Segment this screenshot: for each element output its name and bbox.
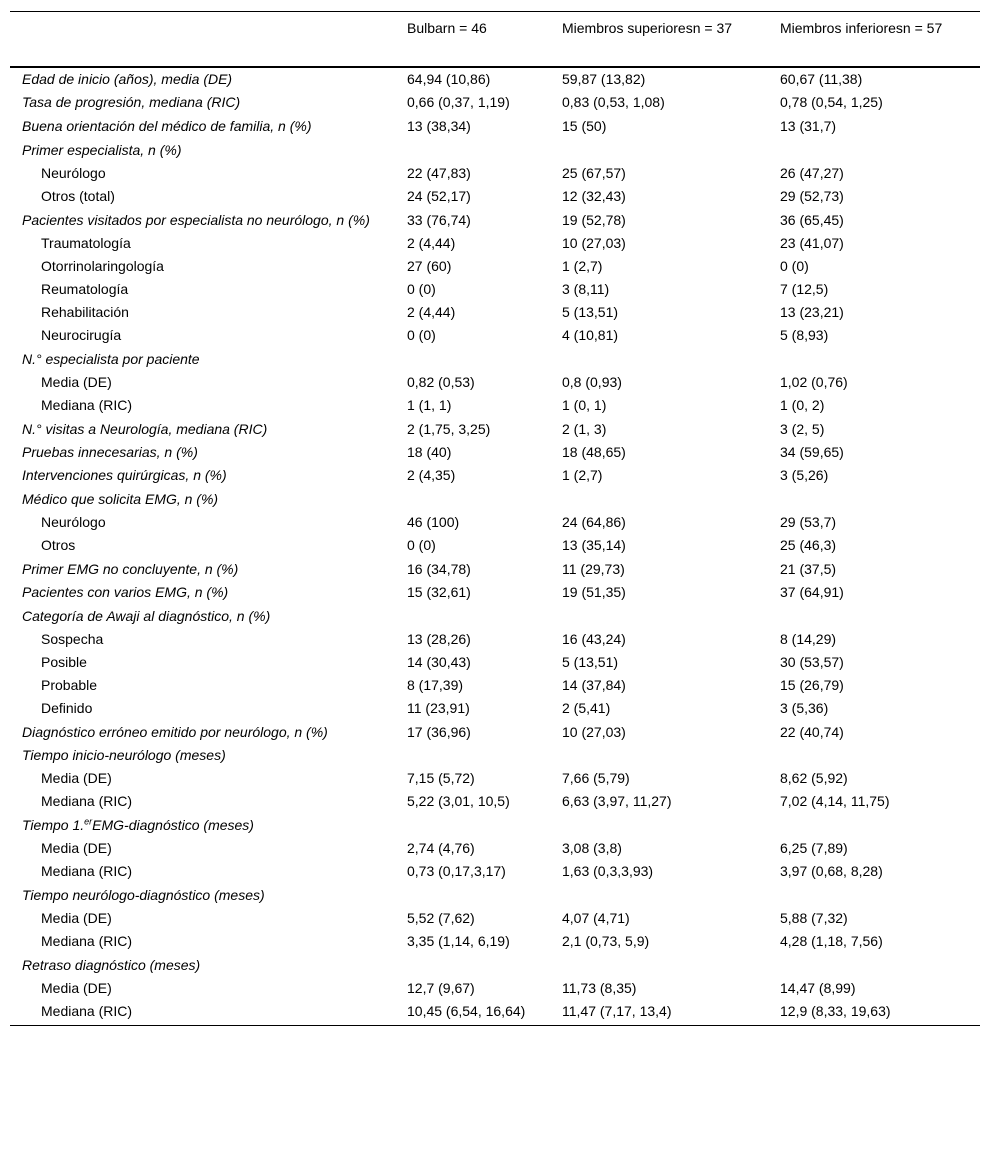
cell-bulbar: 2 (4,44) (407, 235, 456, 251)
cell-superiores: 6,63 (3,97, 11,27) (562, 793, 672, 809)
table-row (10, 232, 980, 255)
cell-inferiores (770, 487, 980, 511)
cell-superiores: 24 (64,86) (562, 514, 626, 530)
row-label: Neurólogo (41, 165, 106, 181)
row-label (10, 813, 397, 837)
cell-superiores (552, 604, 770, 628)
cell-bulbar: 13 (38,34) (407, 118, 471, 134)
cell-inferiores: 30 (53,57) (780, 654, 844, 670)
row-label: Categoría de Awaji al diagnóstico, n (%) (22, 608, 271, 624)
row-label: Tiempo neurólogo-diagnóstico (meses) (22, 887, 265, 903)
table-row (10, 977, 980, 1000)
cell-bulbar: 15 (32,61) (407, 584, 471, 600)
table-row (10, 744, 980, 767)
table-row (10, 301, 980, 324)
table-row (10, 860, 980, 883)
table-row (10, 487, 980, 511)
cell-superiores (552, 953, 770, 977)
table-row (10, 138, 980, 162)
cell-bulbar: 10,45 (6,54, 16,64) (407, 1003, 526, 1019)
cell-inferiores: 14,47 (8,99) (780, 980, 856, 996)
cell-inferiores: 26 (47,27) (780, 165, 844, 181)
cell-bulbar: 3,35 (1,14, 6,19) (407, 933, 510, 949)
row-label-post: EMG-diagnóstico (meses) (92, 817, 254, 833)
cell-superiores: 14 (37,84) (562, 677, 626, 693)
table-row (10, 511, 980, 534)
cell-superiores: 11,47 (7,17, 13,4) (562, 1003, 672, 1019)
table-row (10, 255, 980, 278)
cell-bulbar (397, 883, 552, 907)
cell-bulbar: 14 (30,43) (407, 654, 471, 670)
row-label: Pacientes visitados por especialista no neurólogo, n (%) (22, 212, 370, 228)
cell-bulbar: 24 (52,17) (407, 188, 471, 204)
table-row (10, 324, 980, 347)
data-table (10, 11, 980, 1026)
table-row (10, 720, 980, 744)
cell-superiores: 2,1 (0,73, 5,9) (562, 933, 650, 949)
cell-inferiores: 29 (53,7) (780, 514, 837, 530)
row-label: Definido (41, 700, 93, 716)
cell-inferiores (770, 953, 980, 977)
cell-bulbar: 2,74 (4,76) (407, 840, 475, 856)
table-row (10, 417, 980, 441)
row-label: Rehabilitación (41, 304, 129, 320)
cell-superiores: 13 (35,14) (562, 537, 626, 553)
row-label: Mediana (RIC) (41, 397, 133, 413)
cell-bulbar: 0 (0) (407, 537, 436, 553)
cell-superiores: 16 (43,24) (562, 631, 626, 647)
table-row (10, 837, 980, 860)
cell-bulbar: 8 (17,39) (407, 677, 464, 693)
row-label: Tiempo inicio-neurólogo (meses) (22, 747, 226, 763)
row-label-pre: Tiempo 1. (22, 817, 85, 833)
cell-bulbar (397, 604, 552, 628)
cell-superiores (552, 813, 770, 837)
table-row (10, 674, 980, 697)
table-row (10, 91, 980, 114)
table-row (10, 813, 980, 837)
table-row (10, 930, 980, 953)
row-label: Neurólogo (41, 514, 106, 530)
row-label: Médico que solicita EMG, n (%) (22, 491, 219, 507)
header-bulbar: Bulbarn = 46 (407, 20, 487, 36)
table-row (10, 441, 980, 464)
row-label: Sospecha (41, 631, 104, 647)
cell-bulbar (397, 953, 552, 977)
cell-superiores: 25 (67,57) (562, 165, 626, 181)
row-label: Buena orientación del médico de familia, n (%) (22, 118, 312, 134)
row-label: Otros (41, 537, 76, 553)
cell-superiores (552, 347, 770, 371)
cell-inferiores (770, 347, 980, 371)
row-label: Tasa de progresión, mediana (RIC) (22, 94, 241, 110)
row-label: Retraso diagnóstico (meses) (22, 957, 201, 973)
cell-bulbar: 33 (76,74) (407, 212, 471, 228)
cell-bulbar: 5,22 (3,01, 10,5) (407, 793, 510, 809)
table-row (10, 767, 980, 790)
cell-superiores (552, 487, 770, 511)
cell-inferiores: 34 (59,65) (780, 444, 844, 460)
cell-inferiores: 23 (41,07) (780, 235, 844, 251)
table-row (10, 114, 980, 138)
cell-superiores: 19 (51,35) (562, 584, 626, 600)
header-miembros-superiores: Miembros superioresn = 37 (562, 20, 733, 36)
row-label: Media (DE) (41, 374, 112, 390)
cell-superiores: 2 (5,41) (562, 700, 611, 716)
cell-superiores: 10 (27,03) (562, 235, 626, 251)
table-row (10, 1000, 980, 1026)
row-label: Mediana (RIC) (41, 1003, 133, 1019)
row-label: Primer especialista, n (%) (22, 142, 182, 158)
cell-inferiores: 7,02 (4,14, 11,75) (780, 793, 890, 809)
header-row (10, 12, 980, 68)
cell-superiores: 1 (2,7) (562, 258, 603, 274)
row-label: Mediana (RIC) (41, 863, 133, 879)
cell-superiores: 0,83 (0,53, 1,08) (562, 94, 665, 110)
cell-bulbar (397, 813, 552, 837)
row-label: Reumatología (41, 281, 129, 297)
cell-superiores: 5 (13,51) (562, 654, 619, 670)
table-row (10, 278, 980, 301)
cell-superiores: 11,73 (8,35) (562, 980, 637, 996)
cell-inferiores: 0,78 (0,54, 1,25) (780, 94, 883, 110)
row-label: Edad de inicio (años), media (DE) (22, 71, 233, 87)
cell-inferiores: 3 (5,26) (780, 467, 829, 483)
cell-superiores: 1 (2,7) (562, 467, 603, 483)
table-row (10, 953, 980, 977)
cell-inferiores: 13 (31,7) (780, 118, 837, 134)
row-label: Media (DE) (41, 980, 112, 996)
cell-bulbar: 7,15 (5,72) (407, 770, 475, 786)
table-row (10, 208, 980, 232)
cell-bulbar: 27 (60) (407, 258, 452, 274)
cell-superiores: 19 (52,78) (562, 212, 626, 228)
cell-superiores: 15 (50) (562, 118, 607, 134)
row-label: Neurocirugía (41, 327, 122, 343)
cell-inferiores: 5,88 (7,32) (780, 910, 848, 926)
cell-bulbar: 0 (0) (407, 327, 436, 343)
table-row (10, 651, 980, 674)
table-row (10, 604, 980, 628)
header-label-col (10, 12, 397, 68)
cell-inferiores: 21 (37,5) (780, 561, 837, 577)
cell-superiores: 2 (1, 3) (562, 421, 607, 437)
table-row (10, 883, 980, 907)
cell-superiores: 18 (48,65) (562, 444, 626, 460)
table-row (10, 185, 980, 208)
table-row (10, 628, 980, 651)
cell-inferiores: 25 (46,3) (780, 537, 837, 553)
cell-bulbar: 2 (4,35) (407, 467, 456, 483)
cell-superiores: 4 (10,81) (562, 327, 619, 343)
table-row (10, 67, 980, 91)
cell-inferiores: 15 (26,79) (780, 677, 844, 693)
table-row (10, 371, 980, 394)
table-row (10, 790, 980, 813)
cell-superiores: 12 (32,43) (562, 188, 626, 204)
cell-inferiores: 3 (2, 5) (780, 421, 825, 437)
cell-superiores (552, 744, 770, 767)
table-row (10, 464, 980, 487)
table-row (10, 581, 980, 604)
cell-bulbar: 13 (28,26) (407, 631, 471, 647)
cell-superiores: 1 (0, 1) (562, 397, 607, 413)
cell-bulbar: 0,73 (0,17,3,17) (407, 863, 506, 879)
row-label: Intervenciones quirúrgicas, n (%) (22, 467, 227, 483)
cell-bulbar: 16 (34,78) (407, 561, 471, 577)
cell-inferiores: 37 (64,91) (780, 584, 844, 600)
cell-superiores: 59,87 (13,82) (562, 71, 646, 87)
cell-bulbar: 17 (36,96) (407, 724, 471, 740)
row-label: Mediana (RIC) (41, 933, 133, 949)
cell-inferiores: 7 (12,5) (780, 281, 829, 297)
cell-bulbar (397, 744, 552, 767)
cell-superiores: 5 (13,51) (562, 304, 619, 320)
cell-bulbar: 0,66 (0,37, 1,19) (407, 94, 510, 110)
cell-inferiores: 0 (0) (780, 258, 809, 274)
cell-superiores: 0,8 (0,93) (562, 374, 622, 390)
row-label: Media (DE) (41, 840, 112, 856)
row-label-sup: er (84, 816, 93, 827)
cell-inferiores: 12,9 (8,33, 19,63) (780, 1003, 891, 1019)
cell-inferiores (770, 813, 980, 837)
cell-inferiores: 6,25 (7,89) (780, 840, 848, 856)
cell-superiores (552, 138, 770, 162)
table-row (10, 557, 980, 581)
cell-inferiores: 13 (23,21) (780, 304, 844, 320)
cell-inferiores: 60,67 (11,38) (780, 71, 863, 87)
cell-superiores: 3 (8,11) (562, 281, 610, 297)
cell-bulbar: 2 (4,44) (407, 304, 456, 320)
cell-bulbar: 46 (100) (407, 514, 460, 530)
row-label: Otorrinolaringología (41, 258, 164, 274)
cell-superiores: 7,66 (5,79) (562, 770, 630, 786)
row-label: Pruebas innecesarias, n (%) (22, 444, 198, 460)
cell-bulbar (397, 138, 552, 162)
table-row (10, 162, 980, 185)
row-label: Media (DE) (41, 910, 112, 926)
cell-superiores: 1,63 (0,3,3,93) (562, 863, 654, 879)
cell-bulbar: 0 (0) (407, 281, 436, 297)
table-row (10, 697, 980, 720)
cell-inferiores: 29 (52,73) (780, 188, 844, 204)
row-label: N.° visitas a Neurología, mediana (RIC) (22, 421, 268, 437)
cell-superiores: 4,07 (4,71) (562, 910, 630, 926)
cell-inferiores: 3,97 (0,68, 8,28) (780, 863, 883, 879)
row-label: Traumatología (41, 235, 131, 251)
row-label: Media (DE) (41, 770, 112, 786)
cell-inferiores: 1,02 (0,76) (780, 374, 848, 390)
cell-inferiores: 3 (5,36) (780, 700, 829, 716)
cell-superiores: 3,08 (3,8) (562, 840, 622, 856)
cell-bulbar: 11 (23,91) (407, 700, 470, 716)
row-label: Primer EMG no concluyente, n (%) (22, 561, 239, 577)
row-label: Posible (41, 654, 87, 670)
cell-superiores: 11 (29,73) (562, 561, 625, 577)
cell-bulbar: 22 (47,83) (407, 165, 471, 181)
table-row (10, 347, 980, 371)
cell-bulbar: 64,94 (10,86) (407, 71, 491, 87)
header-miembros-inferiores: Miembros inferioresn = 57 (780, 20, 943, 36)
table-row (10, 534, 980, 557)
cell-inferiores: 5 (8,93) (780, 327, 829, 343)
cell-bulbar: 2 (1,75, 3,25) (407, 421, 491, 437)
cell-inferiores: 8 (14,29) (780, 631, 837, 647)
row-label: Pacientes con varios EMG, n (%) (22, 584, 229, 600)
cell-bulbar (397, 487, 552, 511)
table-row (10, 907, 980, 930)
cell-inferiores (770, 138, 980, 162)
cell-inferiores: 8,62 (5,92) (780, 770, 848, 786)
table-container (10, 11, 980, 1026)
cell-bulbar (397, 347, 552, 371)
cell-inferiores: 22 (40,74) (780, 724, 844, 740)
cell-inferiores (770, 883, 980, 907)
cell-superiores: 10 (27,03) (562, 724, 626, 740)
cell-inferiores (770, 744, 980, 767)
row-label: Diagnóstico erróneo emitido por neurólogo, n (%) (22, 724, 328, 740)
cell-bulbar: 5,52 (7,62) (407, 910, 475, 926)
cell-bulbar: 0,82 (0,53) (407, 374, 475, 390)
cell-inferiores: 4,28 (1,18, 7,56) (780, 933, 883, 949)
cell-inferiores: 1 (0, 2) (780, 397, 825, 413)
row-label: Probable (41, 677, 98, 693)
cell-inferiores (770, 604, 980, 628)
cell-inferiores: 36 (65,45) (780, 212, 844, 228)
row-label: N.° especialista por paciente (22, 351, 200, 367)
cell-superiores (552, 883, 770, 907)
row-label: Otros (total) (41, 188, 115, 204)
table-row (10, 394, 980, 417)
row-label: Mediana (RIC) (41, 793, 133, 809)
cell-bulbar: 12,7 (9,67) (407, 980, 475, 996)
cell-bulbar: 18 (40) (407, 444, 452, 460)
cell-bulbar: 1 (1, 1) (407, 397, 452, 413)
